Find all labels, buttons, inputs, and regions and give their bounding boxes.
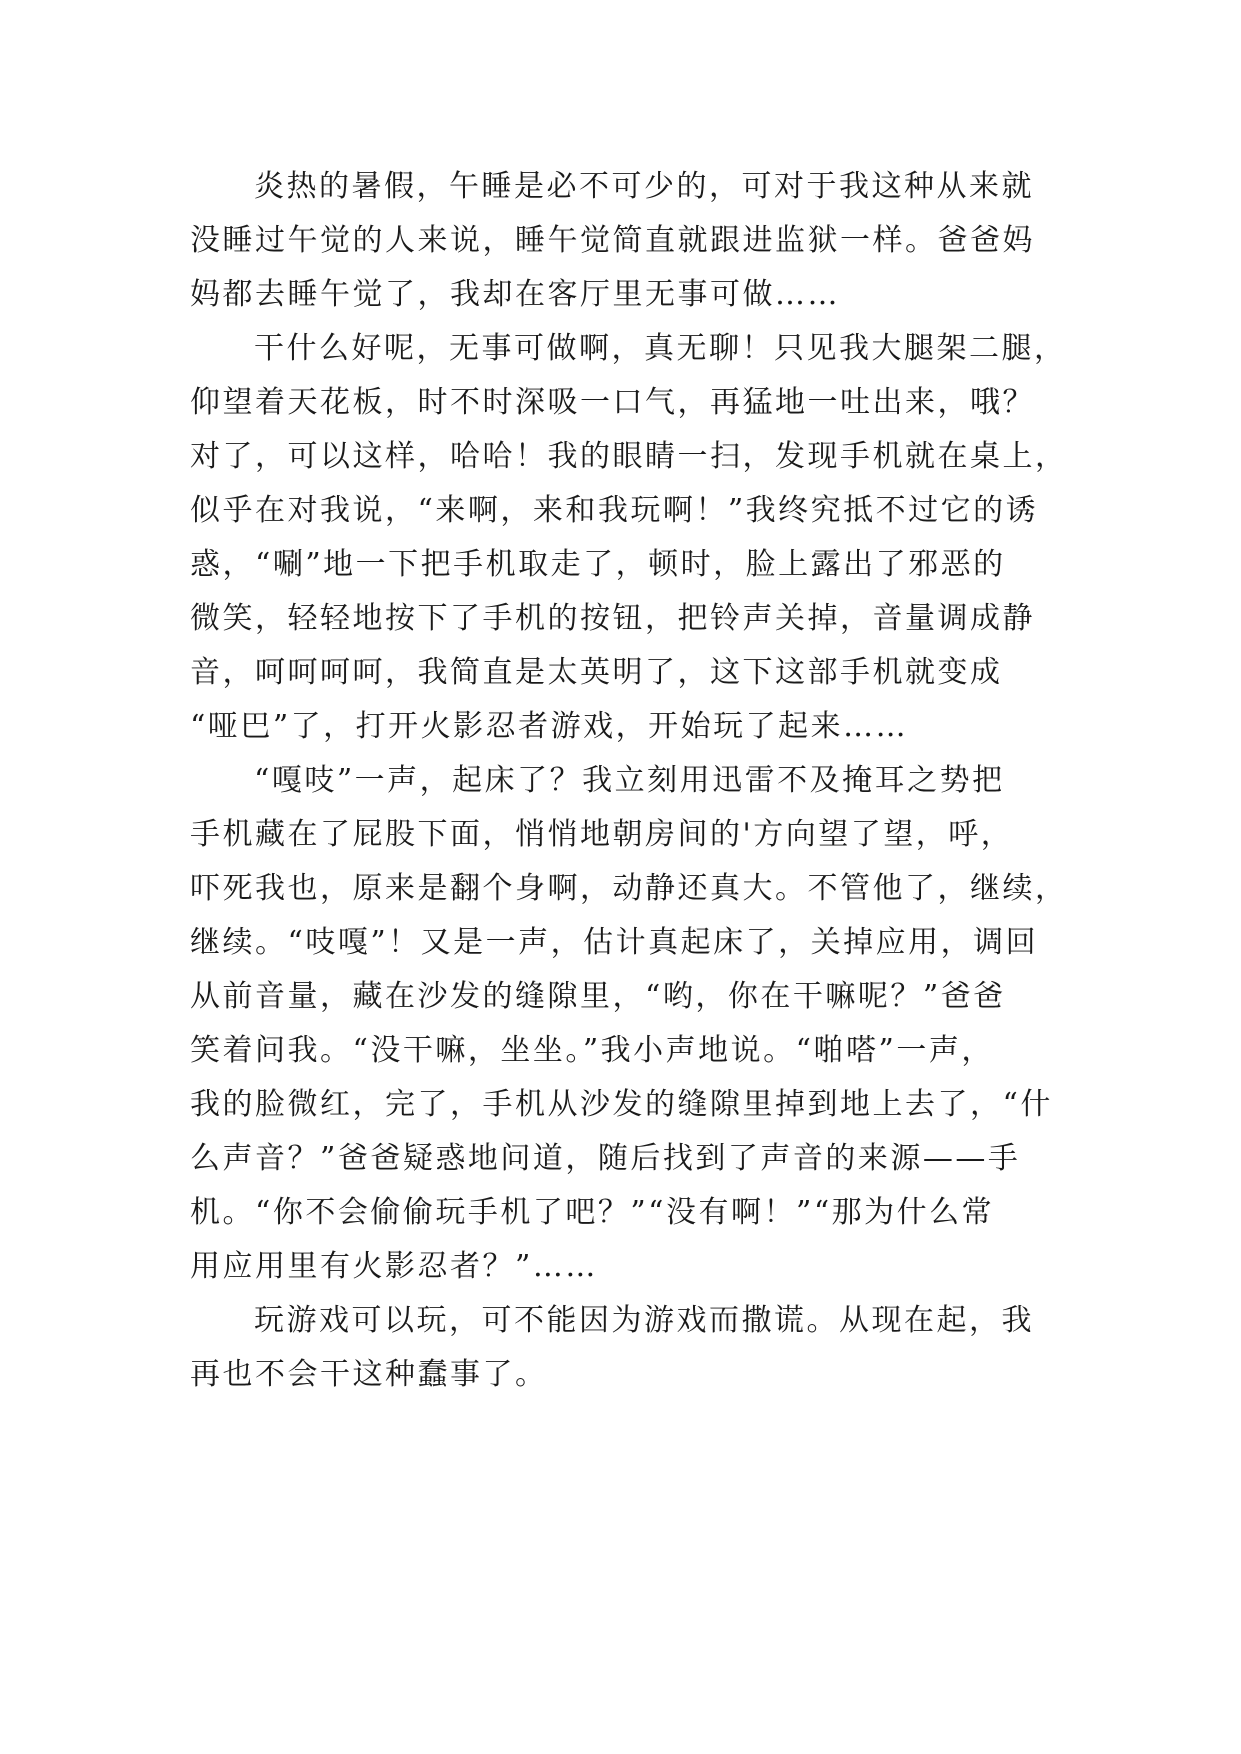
paragraph-2-line-4: 似乎在对我说，“来啊，来和我玩啊！”我终究抵不过它的诱 [190, 493, 1039, 528]
paragraph-3-line-9: 机。“你不会偷偷玩手机了吧？”“没有啊！”“那为什么常 [190, 1195, 995, 1230]
paragraph-4-line-2: 再也不会干这种蠢事了。 [190, 1357, 548, 1392]
paragraph-3-line-2: 手机藏在了屁股下面，悄悄地朝房间的'方向望了望，呼， [190, 817, 1014, 852]
paragraph-2-line-1: 干什么好呢，无事可做啊，真无聊！只见我大腿架二腿， [254, 331, 1067, 366]
paragraph-3-line-5: 从前音量，藏在沙发的缝隙里，“哟，你在干嘛呢？”爸爸 [190, 979, 1006, 1014]
paragraph-3-line-7: 我的脸微红，完了，手机从沙发的缝隙里掉到地上去了，“什 [190, 1087, 1053, 1122]
paragraph-3-line-3: 吓死我也，原来是翻个身啊，动静还真大。不管他了，继续， [190, 871, 1068, 906]
paragraph-1-line-2: 没睡过午觉的人来说，睡午觉简直就跟进监狱一样。爸爸妈 [190, 223, 1035, 258]
paragraph-1-line-1: 炎热的暑假，午睡是必不可少的，可对于我这种从来就 [254, 169, 1034, 204]
paragraph-2-line-5: 惑，“唰”地一下把手机取走了，顿时，脸上露出了邪恶的 [190, 547, 1006, 582]
essay-body [190, 160, 1070, 1402]
paragraph-3-line-4: 继续。“吱嘎”！又是一声，估计真起床了，关掉应用，调回 [190, 925, 1039, 960]
paragraph-2-line-3: 对了，可以这样，哈哈！我的眼睛一扫，发现手机就在桌上， [190, 439, 1068, 474]
paragraph-3-line-8: 么声音？”爸爸疑惑地问道，随后找到了声音的来源——手 [190, 1141, 1021, 1176]
paragraph-3-line-10: 用应用里有火影忍者？”…… [190, 1249, 598, 1284]
paragraph-3-line-6: 笑着问我。“没干嘛，坐坐。”我小声地说。“啪嗒”一声， [190, 1033, 994, 1068]
paragraph-2-line-7: 音，呵呵呵呵，我简直是太英明了，这下这部手机就变成 [190, 655, 1003, 690]
paragraph-2-line-8: “哑巴”了，打开火影忍者游戏，开始玩了起来…… [190, 709, 909, 744]
paragraph-2-line-6: 微笑，轻轻地按下了手机的按钮，把铃声关掉，音量调成静 [190, 601, 1035, 636]
paragraph-1-line-3: 妈都去睡午觉了，我却在客厅里无事可做…… [190, 277, 840, 312]
paragraph-4-line-1: 玩游戏可以玩，可不能因为游戏而撒谎。从现在起，我 [254, 1303, 1034, 1338]
paragraph-3-line-1: “嘎吱”一声，起床了？我立刻用迅雷不及掩耳之势把 [254, 763, 1005, 798]
paragraph-2-line-2: 仰望着天花板，时不时深吸一口气，再猛地一吐出来，哦？ [190, 385, 1035, 420]
